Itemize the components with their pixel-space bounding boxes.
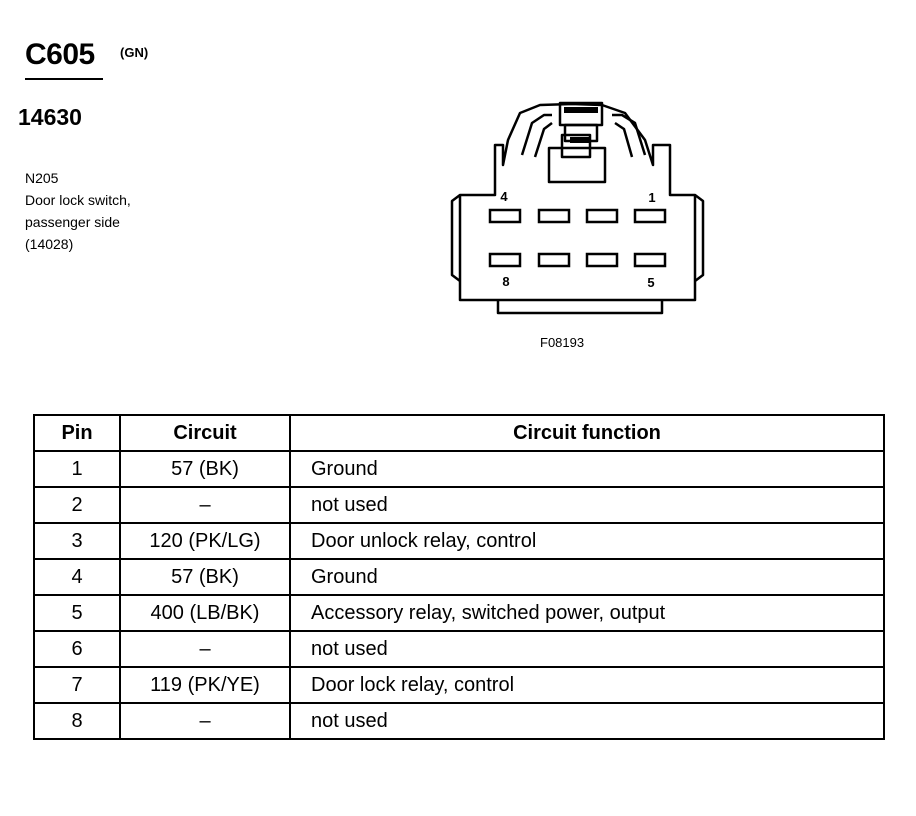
pin-cavity bbox=[635, 254, 665, 266]
table-row bbox=[34, 523, 884, 559]
description-line: passenger side bbox=[25, 214, 120, 230]
description-line: Door lock switch, bbox=[25, 192, 131, 208]
table-header-row bbox=[34, 415, 884, 451]
table-row bbox=[34, 451, 884, 487]
circuit: – bbox=[120, 703, 290, 739]
pin-label-1: 1 bbox=[648, 190, 656, 205]
connector-face-diagram bbox=[440, 95, 720, 325]
pin-number: 3 bbox=[34, 523, 120, 559]
table-row bbox=[34, 595, 884, 631]
table-row bbox=[34, 703, 884, 739]
latch-inner bbox=[615, 123, 632, 157]
circuit: – bbox=[120, 487, 290, 523]
pin-cavity bbox=[587, 254, 617, 266]
pin-number: 6 bbox=[34, 631, 120, 667]
figure-id: F08193 bbox=[540, 335, 585, 350]
pin-cavity bbox=[490, 254, 520, 266]
circuit-function: not used bbox=[290, 703, 884, 739]
connector-id-underline bbox=[25, 78, 103, 80]
circuit-function: Ground bbox=[290, 559, 884, 595]
connector-body bbox=[460, 104, 695, 300]
pin-number: 1 bbox=[34, 451, 120, 487]
latch-tab bbox=[560, 103, 602, 125]
description-line: (14028) bbox=[25, 236, 74, 252]
circuit-function: not used bbox=[290, 487, 884, 523]
circuit: 57 (BK) bbox=[120, 559, 290, 595]
pin-cavity bbox=[490, 210, 520, 222]
table-row bbox=[34, 487, 884, 523]
pin-cavity bbox=[635, 210, 665, 222]
connector-id: C605 bbox=[25, 38, 95, 71]
column-header-function: Circuit function bbox=[290, 415, 884, 451]
part-number: 14630 bbox=[18, 104, 82, 130]
pin-cavity bbox=[539, 254, 569, 266]
circuit-function: Door lock relay, control bbox=[290, 667, 884, 703]
pin-cavity bbox=[539, 210, 569, 222]
circuit: 120 (PK/LG) bbox=[120, 523, 290, 559]
pin-table bbox=[33, 414, 885, 740]
table-row bbox=[34, 559, 884, 595]
circuit-function: Door unlock relay, control bbox=[290, 523, 884, 559]
table-row bbox=[34, 667, 884, 703]
bottom-lip bbox=[498, 300, 662, 313]
column-header-pin: Pin bbox=[34, 415, 120, 451]
circuit: 400 (LB/BK) bbox=[120, 595, 290, 631]
circuit: 57 (BK) bbox=[120, 451, 290, 487]
description-line: N205 bbox=[25, 170, 59, 186]
pin-number: 4 bbox=[34, 559, 120, 595]
circuit-function: not used bbox=[290, 631, 884, 667]
circuit-function: Ground bbox=[290, 451, 884, 487]
connector-color: (GN) bbox=[120, 45, 149, 60]
pin-number: 8 bbox=[34, 703, 120, 739]
pin-label-8: 8 bbox=[502, 274, 510, 289]
column-header-circuit: Circuit bbox=[120, 415, 290, 451]
pin-label-4: 4 bbox=[500, 189, 508, 204]
circuit-function: Accessory relay, switched power, output bbox=[290, 595, 884, 631]
pin-number: 5 bbox=[34, 595, 120, 631]
pin-label-5: 5 bbox=[647, 275, 655, 290]
table-row bbox=[34, 631, 884, 667]
circuit: – bbox=[120, 631, 290, 667]
connector-description bbox=[25, 167, 131, 255]
pin-number: 2 bbox=[34, 487, 120, 523]
pin-number: 7 bbox=[34, 667, 120, 703]
circuit: 119 (PK/YE) bbox=[120, 667, 290, 703]
pin-cavity bbox=[587, 210, 617, 222]
latch-block bbox=[549, 148, 605, 182]
